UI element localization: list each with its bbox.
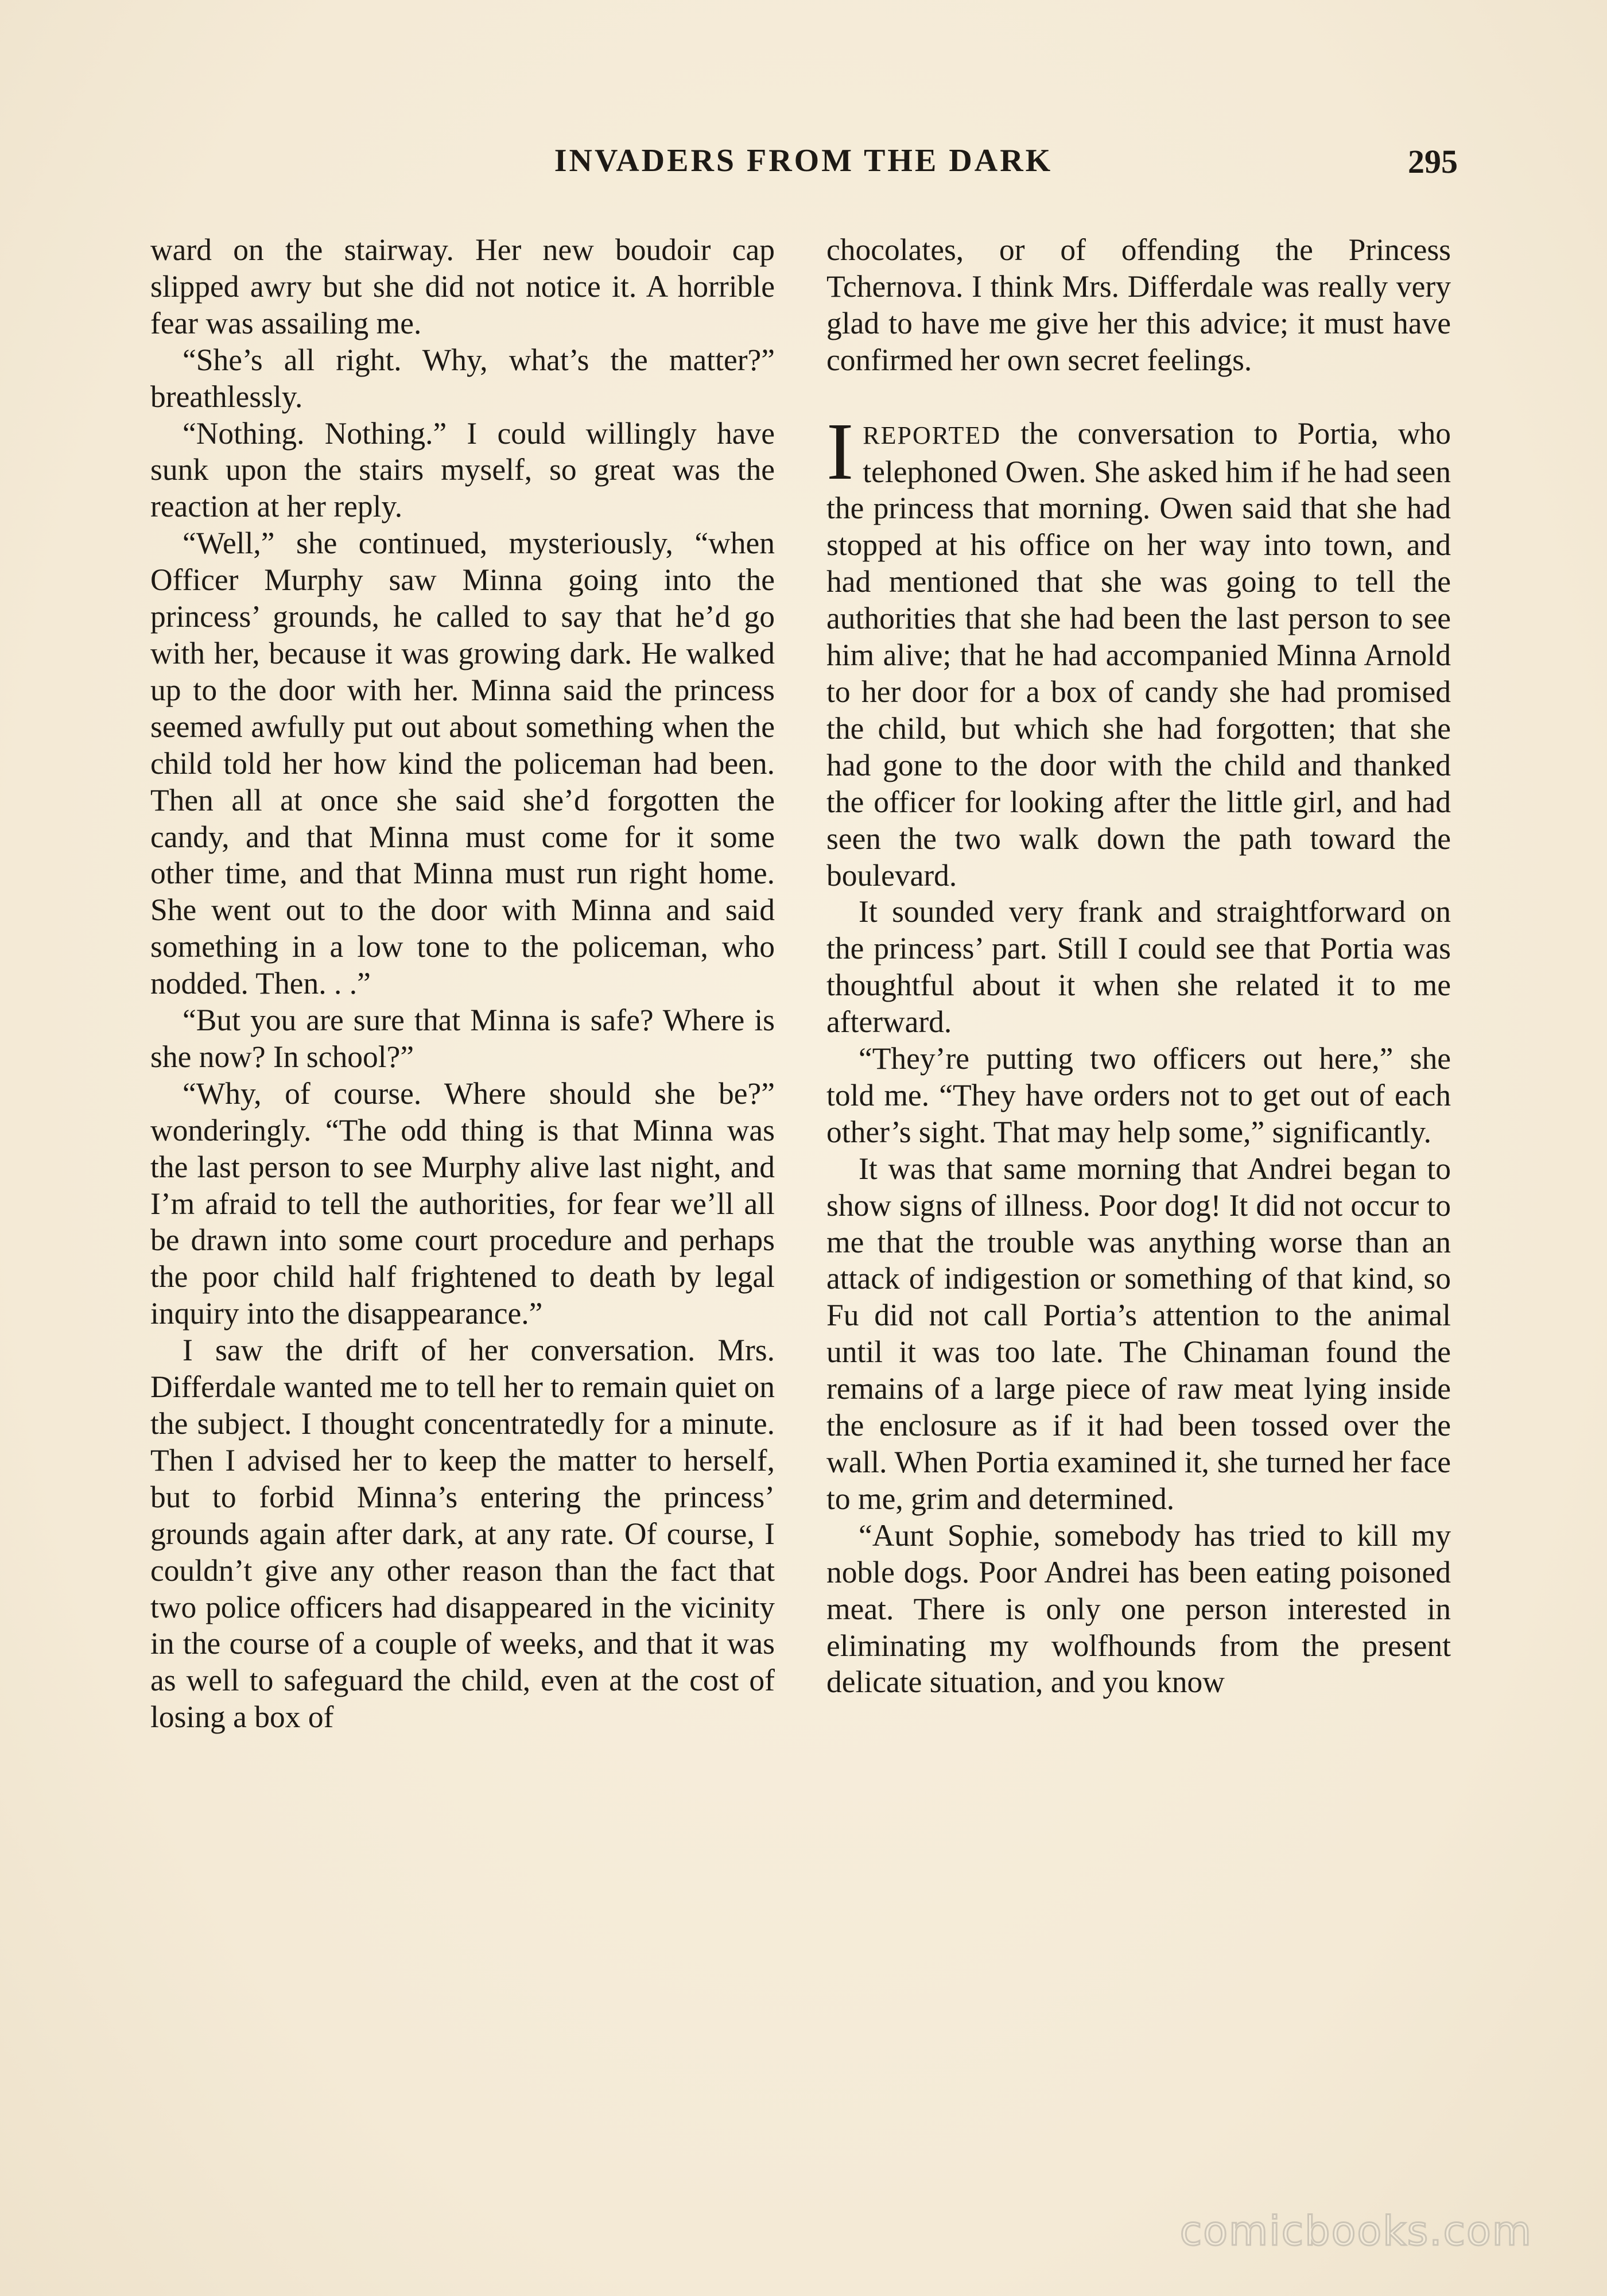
drop-cap: I <box>826 405 854 497</box>
right-column <box>826 232 1451 1701</box>
running-title: INVADERS FROM THE DARK <box>554 143 1053 179</box>
small-caps-lead: REPORTED <box>863 421 1002 449</box>
paragraph-text: the conversation to Portia, who telephoned Owen. She asked him if he had seen the princess that morning. Owen said that she had stopped at his office on her way into town, and had mentioned that she was going to tell the authorities that she had been the last person to see him alive; that he had accompanied Minna Arnold to her door for a box of candy she had promised the child, but which she had forgotten; that she had gone to the door with the child and thanked the officer for looking after the little girl, and had seen the two walk down the path toward the boulevard. <box>826 416 1451 893</box>
section-opening-paragraph <box>826 405 1451 894</box>
site-watermark: comicbooks.com <box>1179 2208 1532 2255</box>
paragraph: It was that same morning that Andrei began to show signs of illness. Poor dog! It did not occur to me that the trouble was anything worse than an attack of indigestion or something of that kind, so Fu did not call Portia’s attention to the animal until it was too late. The Chinaman found the remains of a large piece of raw meat lying inside the enclosure as if it had been tossed over the wall. When Portia examined it, she turned her face to me, grim and determined. <box>826 1151 1451 1516</box>
paragraph: It sounded very frank and straightforward on the princess’ part. Still I could see that Portia was thoughtful about it when she related it to me afterward. <box>826 894 1451 1040</box>
paragraph: ward on the stairway. Her new boudoir cap slipped awry but she did not notice it. A horrible fear was assailing me. <box>150 232 775 340</box>
paragraph: “Aunt Sophie, somebody has tried to kill my noble dogs. Poor Andrei has been eating poisoned meat. There is only one person interested in eliminating my wolfhounds from the present delicate situation, and you know <box>826 1518 1451 1700</box>
page-header <box>149 142 1458 188</box>
paragraph: I saw the drift of her conversation. Mrs. Differdale wanted me to tell her to remain quiet on the subject. I thought concentratedly for a minute. Then I advised her to keep the matter to herself, but to forbid Minna’s entering the princess’ grounds again after dark, at any rate. Of course, I couldn’t give any other reason than the fact that two police officers had disappeared in the vicinity in the course of a couple of weeks, and that it was as well to safeguard the child, even at the cost of losing a box of <box>150 1333 775 1735</box>
paragraph: “Why, of course. Where should she be?” wonderingly. “The odd thing is that Minna was the last person to see Murphy alive last night, and I’m afraid to tell the authorities, for fear we’ll all be drawn into some court procedure and perhaps the poor child half frightened to death by legal inquiry into the disappearance.” <box>150 1076 775 1331</box>
paragraph: “But you are sure that Minna is safe? Where is she now? In school?” <box>150 1003 775 1074</box>
left-column <box>150 232 775 1736</box>
paragraph: “She’s all right. Why, what’s the matter?” breathlessly. <box>150 342 775 414</box>
paragraph: “Well,” she continued, mysteriously, “when Officer Murphy saw Minna going into the princess’ grounds, he called to say that he’d go with her, because it was growing dark. He walked up to the door with her. Minna said the princess seemed awfully put out about something when the child told her how kind the policeman had been. Then all at once she said she’d forgotten the candy, and that Minna must come for it some other time, and that Minna must run right home. She went out to the door with Minna and said something in a low tone to the policeman, who nodded. Then. . .” <box>150 526 775 1001</box>
page-number: 295 <box>1408 143 1458 180</box>
paragraph: “Nothing. Nothing.” I could willingly have sunk upon the stairs myself, so great was the reaction at her reply. <box>150 416 775 524</box>
paragraph: chocolates, or of offending the Princess Tchernova. I think Mrs. Differdale was really very glad to have me give her this advice; it must have confirmed her own secret feelings. <box>826 232 1451 377</box>
paragraph: “They’re putting two officers out here,” she told me. “They have orders not to get out of each other’s sight. That may help some,” significantly. <box>826 1041 1451 1149</box>
